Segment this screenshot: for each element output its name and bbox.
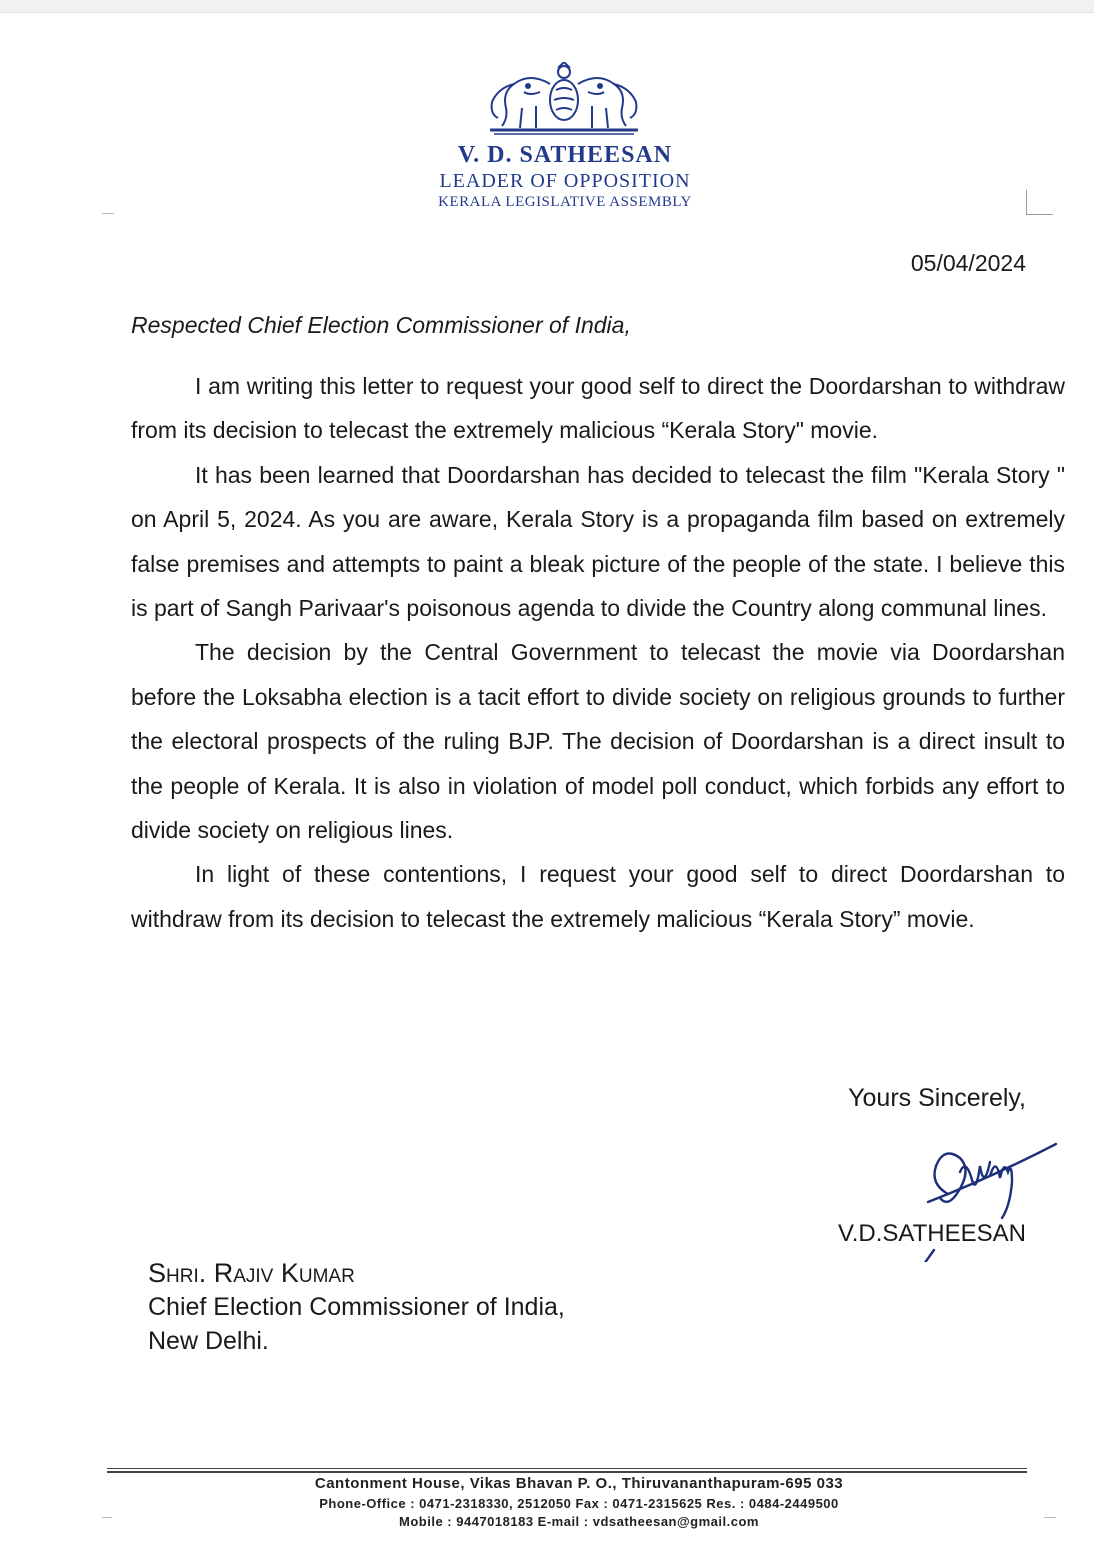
addressee-designation: Chief Election Commissioner of India, bbox=[148, 1293, 565, 1321]
addressee-place: New Delhi. bbox=[148, 1327, 269, 1355]
letterhead-name: V. D. SATHEESAN bbox=[457, 142, 673, 168]
footer-contact: Mobile : 9447018183 E-mail : vdsatheesan@gmail.com bbox=[399, 1514, 759, 1529]
salutation: Respected Chief Election Commissioner of India, bbox=[131, 312, 631, 338]
margin-tick bbox=[1044, 1517, 1056, 1518]
paragraph: The decision by the Central Government to telecast the movie via Doordarshan before the Loksabha election is a tacit effort to divide society on religious grounds to further the electoral prospects of the ruling BJP. The decision of Doordarshan is a direct insult to the people of Kerala. It is also in violation of model poll conduct, which forbids any effort to divide society on religious lines. bbox=[131, 639, 1065, 844]
addressee-name: Shri. Rajiv Kumar bbox=[148, 1258, 355, 1288]
state-emblem-icon bbox=[484, 62, 644, 136]
footer-address: Cantonment House, Vikas Bhavan P. O., Thiruvananthapuram-695 033 bbox=[314, 1475, 844, 1492]
footer-divider bbox=[107, 1471, 1027, 1473]
page-corner-mark bbox=[1026, 190, 1053, 215]
margin-tick bbox=[102, 213, 114, 214]
top-band bbox=[0, 0, 1094, 13]
signer-name: V.D.SATHEESAN bbox=[837, 1220, 1026, 1247]
footer-phones: Phone-Office : 0471-2318330, 2512050 Fax : 0471-2315625 Res. : 0484-2449500 bbox=[319, 1496, 839, 1511]
addressee-block bbox=[148, 1256, 565, 1358]
paragraph: I am writing this letter to request your good self to direct the Doordarshan to withdraw from its decision to telecast the extremely malicious “Kerala Story" movie. bbox=[131, 373, 1065, 444]
closing: Yours Sincerely, bbox=[848, 1084, 1026, 1112]
margin-tick bbox=[102, 1517, 112, 1518]
letterhead-title: LEADER OF OPPOSITION bbox=[439, 170, 691, 192]
footer-divider bbox=[107, 1468, 1027, 1469]
letter-body bbox=[131, 364, 1065, 941]
letter-date: 05/04/2024 bbox=[910, 250, 1026, 276]
paragraph: It has been learned that Doordarshan has decided to telecast the film "Kerala Story " on April 5, 2024. As you are aware, Kerala Story is a propaganda film based on extremely false premises and attempts to paint a bleak picture of the people of the state. I believe this is part of Sangh Parivaar's poisonous agenda to divide the Country along communal lines. bbox=[131, 461, 1065, 622]
paragraph: In light of these contentions, I request your good self to direct Doordarshan to withdraw from its decision to telecast the extremely malicious “Kerala Story” movie. bbox=[131, 861, 1065, 932]
letterhead-assembly: KERALA LEGISLATIVE ASSEMBLY bbox=[438, 194, 692, 210]
